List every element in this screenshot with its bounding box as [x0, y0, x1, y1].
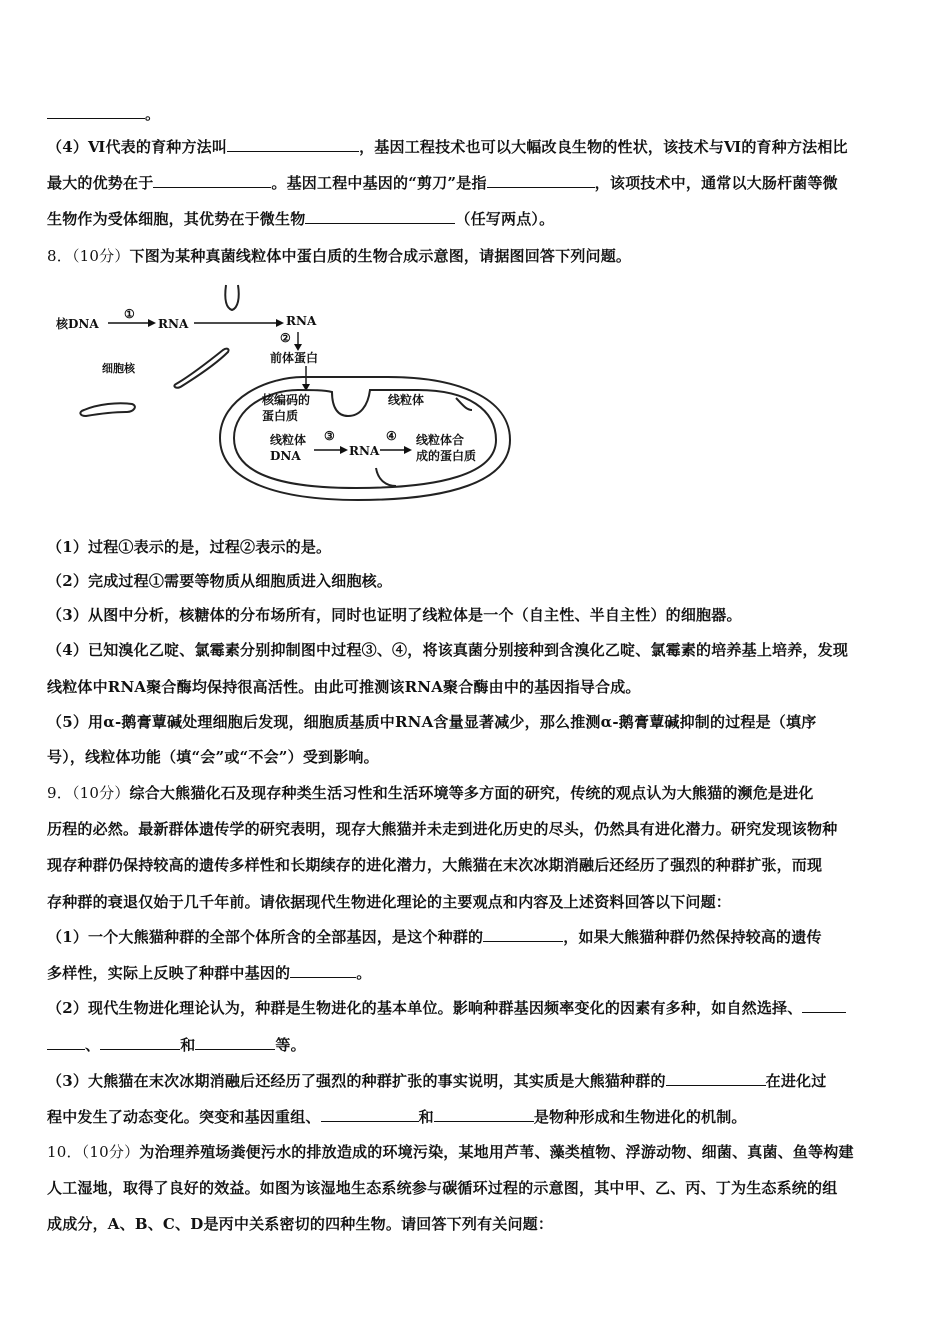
arrowhead	[404, 446, 412, 454]
q7-part4-line2: 最大的优势在于 。基因工程中基因的“剪刀”是指 ，该项技术中，通常以大肠杆菌等微	[47, 174, 838, 192]
label-mt-protein-2: 成的蛋白质	[416, 449, 477, 463]
arrowhead	[276, 319, 284, 327]
label-rna: RNA	[158, 317, 189, 331]
label-step1: ①	[124, 307, 135, 321]
label-step2: ②	[280, 331, 291, 345]
label-mt-dna-1: 线粒体	[270, 433, 307, 447]
q7-part4-line3: 生物作为受体细胞，其优势在于微生物 （任写两点）。	[47, 210, 555, 228]
nuclear-envelope-fragment	[174, 349, 228, 388]
q8-sub2: （2）完成过程①需要等物质从细胞质进入细胞核。	[47, 572, 393, 590]
label-nuclear-dna: 核DNA	[56, 317, 99, 331]
label-nucleus: 细胞核	[102, 362, 135, 375]
q8-stem: 8．（10分）下图为某种真菌线粒体中蛋白质的生物合成示意图，请据图回答下列问题。	[47, 247, 632, 265]
q9-stem-line3: 现存种群仍保持较高的遗传多样性和长期续存的进化潜力，大熊猫在末次冰期消融后还经历了强烈的种群扩张，而现	[47, 856, 823, 874]
label-rna-mito: RNA	[349, 444, 380, 458]
answer-blank[interactable]	[290, 963, 356, 978]
label-rna-cytoplasm: RNA	[286, 314, 317, 328]
answer-blank[interactable]	[100, 1035, 180, 1050]
q7-part4-line1: （4）Ⅵ代表的育种方法叫 ，基因工程技术也可以大幅改良生物的性状，该技术与Ⅵ的育种方法相比	[47, 138, 848, 156]
q8-sub5-line2: 号），线粒体功能（填“会”或“不会”）受到影响。	[47, 748, 379, 766]
label-protein: 蛋白质	[262, 409, 299, 423]
arrowhead	[148, 319, 156, 327]
q10-stem-line1: 10．（10分）为治理养殖场粪便污水的排放造成的环境污染，某地用芦苇、藻类植物、浮游动物、细菌、真菌、鱼等构建	[47, 1143, 854, 1161]
q8-sub4-line2: 线粒体中RNA聚合酶均保持很高活性。由此可推测该RNA聚合酶由中的基因指导合成。	[47, 678, 641, 696]
mitochondria-protein-synthesis-diagram	[48, 280, 518, 505]
answer-blank[interactable]	[483, 927, 563, 942]
q9-sub2-line2: 、 和 等。	[47, 1035, 306, 1055]
q9-sub2-line1: （2）现代生物进化理论认为，种群是生物进化的基本单位。影响种群基因频率变化的因素有多种，如自然选择、	[47, 998, 846, 1018]
answer-blank[interactable]	[153, 173, 271, 188]
q8-sub5-line1: （5）用α-鹅膏蕈碱处理细胞后发现，细胞质基质中RNA含量显著减少，那么推测α-鹅膏蕈碱抑制的过程是（填序	[47, 713, 817, 731]
answer-blank[interactable]	[305, 209, 455, 224]
answer-blank[interactable]	[487, 173, 595, 188]
answer-blank[interactable]	[47, 1035, 85, 1050]
label-step4: ④	[386, 429, 397, 443]
q9-sub1-line1: （1）一个大熊猫种群的全部个体所含的全部基因，是这个种群的 ，如果大熊猫种群仍然保持较高的遗传	[47, 928, 822, 946]
label-mt-protein-1: 线粒体合	[416, 433, 465, 447]
crista	[376, 468, 396, 486]
q8-sub4-line1: （4）已知溴化乙啶、氯霉素分别抑制图中过程③、④，将该真菌分别接种到含溴化乙啶、氯霉素的培养基上培养，发现	[47, 641, 849, 659]
answer-blank[interactable]	[227, 137, 359, 152]
label-nuclear-encoded: 核编码的	[262, 393, 311, 407]
q9-sub1-line2: 多样性，实际上反映了种群中基因的 。	[47, 964, 372, 982]
label-precursor-protein: 前体蛋白	[270, 351, 319, 365]
nuclear-pore-fragment	[225, 285, 239, 310]
q9-stem-line1: 9．（10分）综合大熊猫化石及现存种类生活习性和生活环境等多方面的研究，传统的观点认为大熊猫的濒危是进化	[47, 784, 814, 802]
answer-blank[interactable]	[666, 1071, 766, 1086]
q10-stem-line3: 成成分，A、B、C、D是丙中关系密切的四种生物。请回答下列有关问题：	[47, 1215, 554, 1233]
answer-blank[interactable]	[434, 1107, 534, 1122]
q9-stem-line2: 历程的必然。最新群体遗传学的研究表明，现存大熊猫并未走到进化历史的尽头，仍然具有进化潜力。研究发现该物种	[47, 820, 838, 838]
nuclear-envelope-fragment	[80, 403, 135, 416]
q8-sub3: （3）从图中分析，核糖体的分布场所有，同时也证明了线粒体是一个（自主性、半自主性）的细胞器。	[47, 606, 742, 624]
answer-blank[interactable]	[802, 998, 846, 1013]
answer-blank[interactable]	[321, 1107, 419, 1122]
label-mt-dna-2: DNA	[270, 449, 301, 463]
q7-tail-line: 。	[47, 104, 160, 124]
arrowhead	[294, 344, 302, 351]
answer-blank[interactable]	[195, 1035, 275, 1050]
q9-sub3-line1: （3）大熊猫在末次冰期消融后还经历了强烈的种群扩张的事实说明，其实质是大熊猫种群的 在进化过	[47, 1072, 827, 1090]
arrowhead	[340, 446, 348, 454]
q10-stem-line2: 人工湿地，取得了良好的效益。如图为该湿地生态系统参与碳循环过程的示意图，其中甲、乙、丙、丁为生态系统的组	[47, 1179, 838, 1197]
q9-stem-line4: 存种群的衰退仅始于几千年前。请依据现代生物进化理论的主要观点和内容及上述资料回答以下问题：	[47, 893, 732, 911]
q8-sub1: （1）过程①表示的是，过程②表示的是。	[47, 538, 332, 556]
label-step3: ③	[324, 429, 335, 443]
answer-blank[interactable]	[47, 104, 145, 119]
q9-sub3-line2: 程中发生了动态变化。突变和基因重组、 和 是物种形成和生物进化的机制。	[47, 1108, 747, 1126]
label-mitochondrion: 线粒体	[388, 393, 425, 407]
